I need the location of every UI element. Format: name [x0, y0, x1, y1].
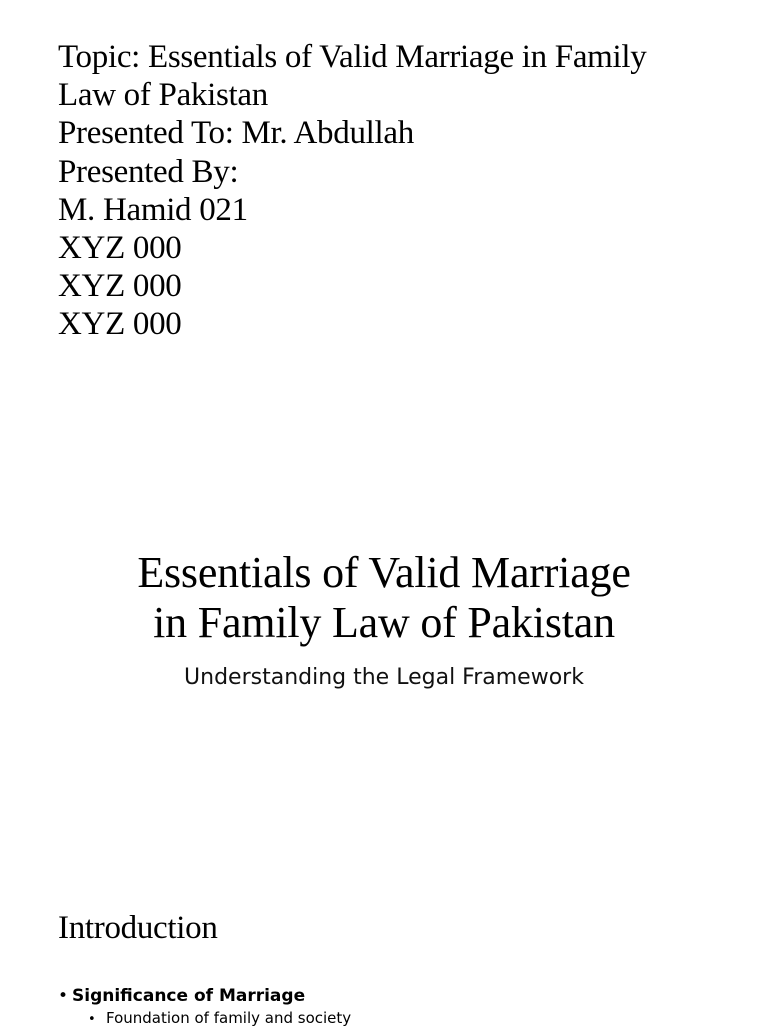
presented-by-line: Presented By:: [58, 153, 239, 190]
member-name: XYZ 000: [58, 230, 182, 267]
topic-line: Topic: Essentials of Valid Marriage in Family: [58, 39, 647, 75]
main-title: [0, 548, 768, 648]
title-section: [0, 548, 768, 692]
introduction-bullet-list: [58, 983, 748, 1029]
member-name: XYZ 000: [58, 268, 182, 305]
member-name: M. Hamid 021: [58, 191, 248, 228]
main-title-line-2: in Family Law of Pakistan: [153, 598, 615, 647]
presented-to-line: Presented To: Mr. Abdullah: [58, 115, 414, 152]
topic-line-continued: Law of Pakistan: [58, 77, 268, 114]
cover-block: [58, 38, 748, 344]
member-name: XYZ 000: [58, 306, 182, 343]
main-title-line-1: Essentials of Valid Marriage: [137, 548, 631, 597]
sub-bullet-item: [88, 1009, 748, 1029]
sub-bullet-marker: •: [88, 1012, 96, 1027]
bullet-item-label: Significance of Marriage: [72, 986, 306, 1006]
bullet-item: [58, 983, 748, 1009]
bullet-marker: •: [58, 986, 69, 1006]
subtitle: Understanding the Legal Framework: [184, 665, 584, 690]
sub-bullet-item-label: Foundation of family and society: [106, 1009, 352, 1027]
introduction-heading: Introduction: [58, 910, 218, 946]
